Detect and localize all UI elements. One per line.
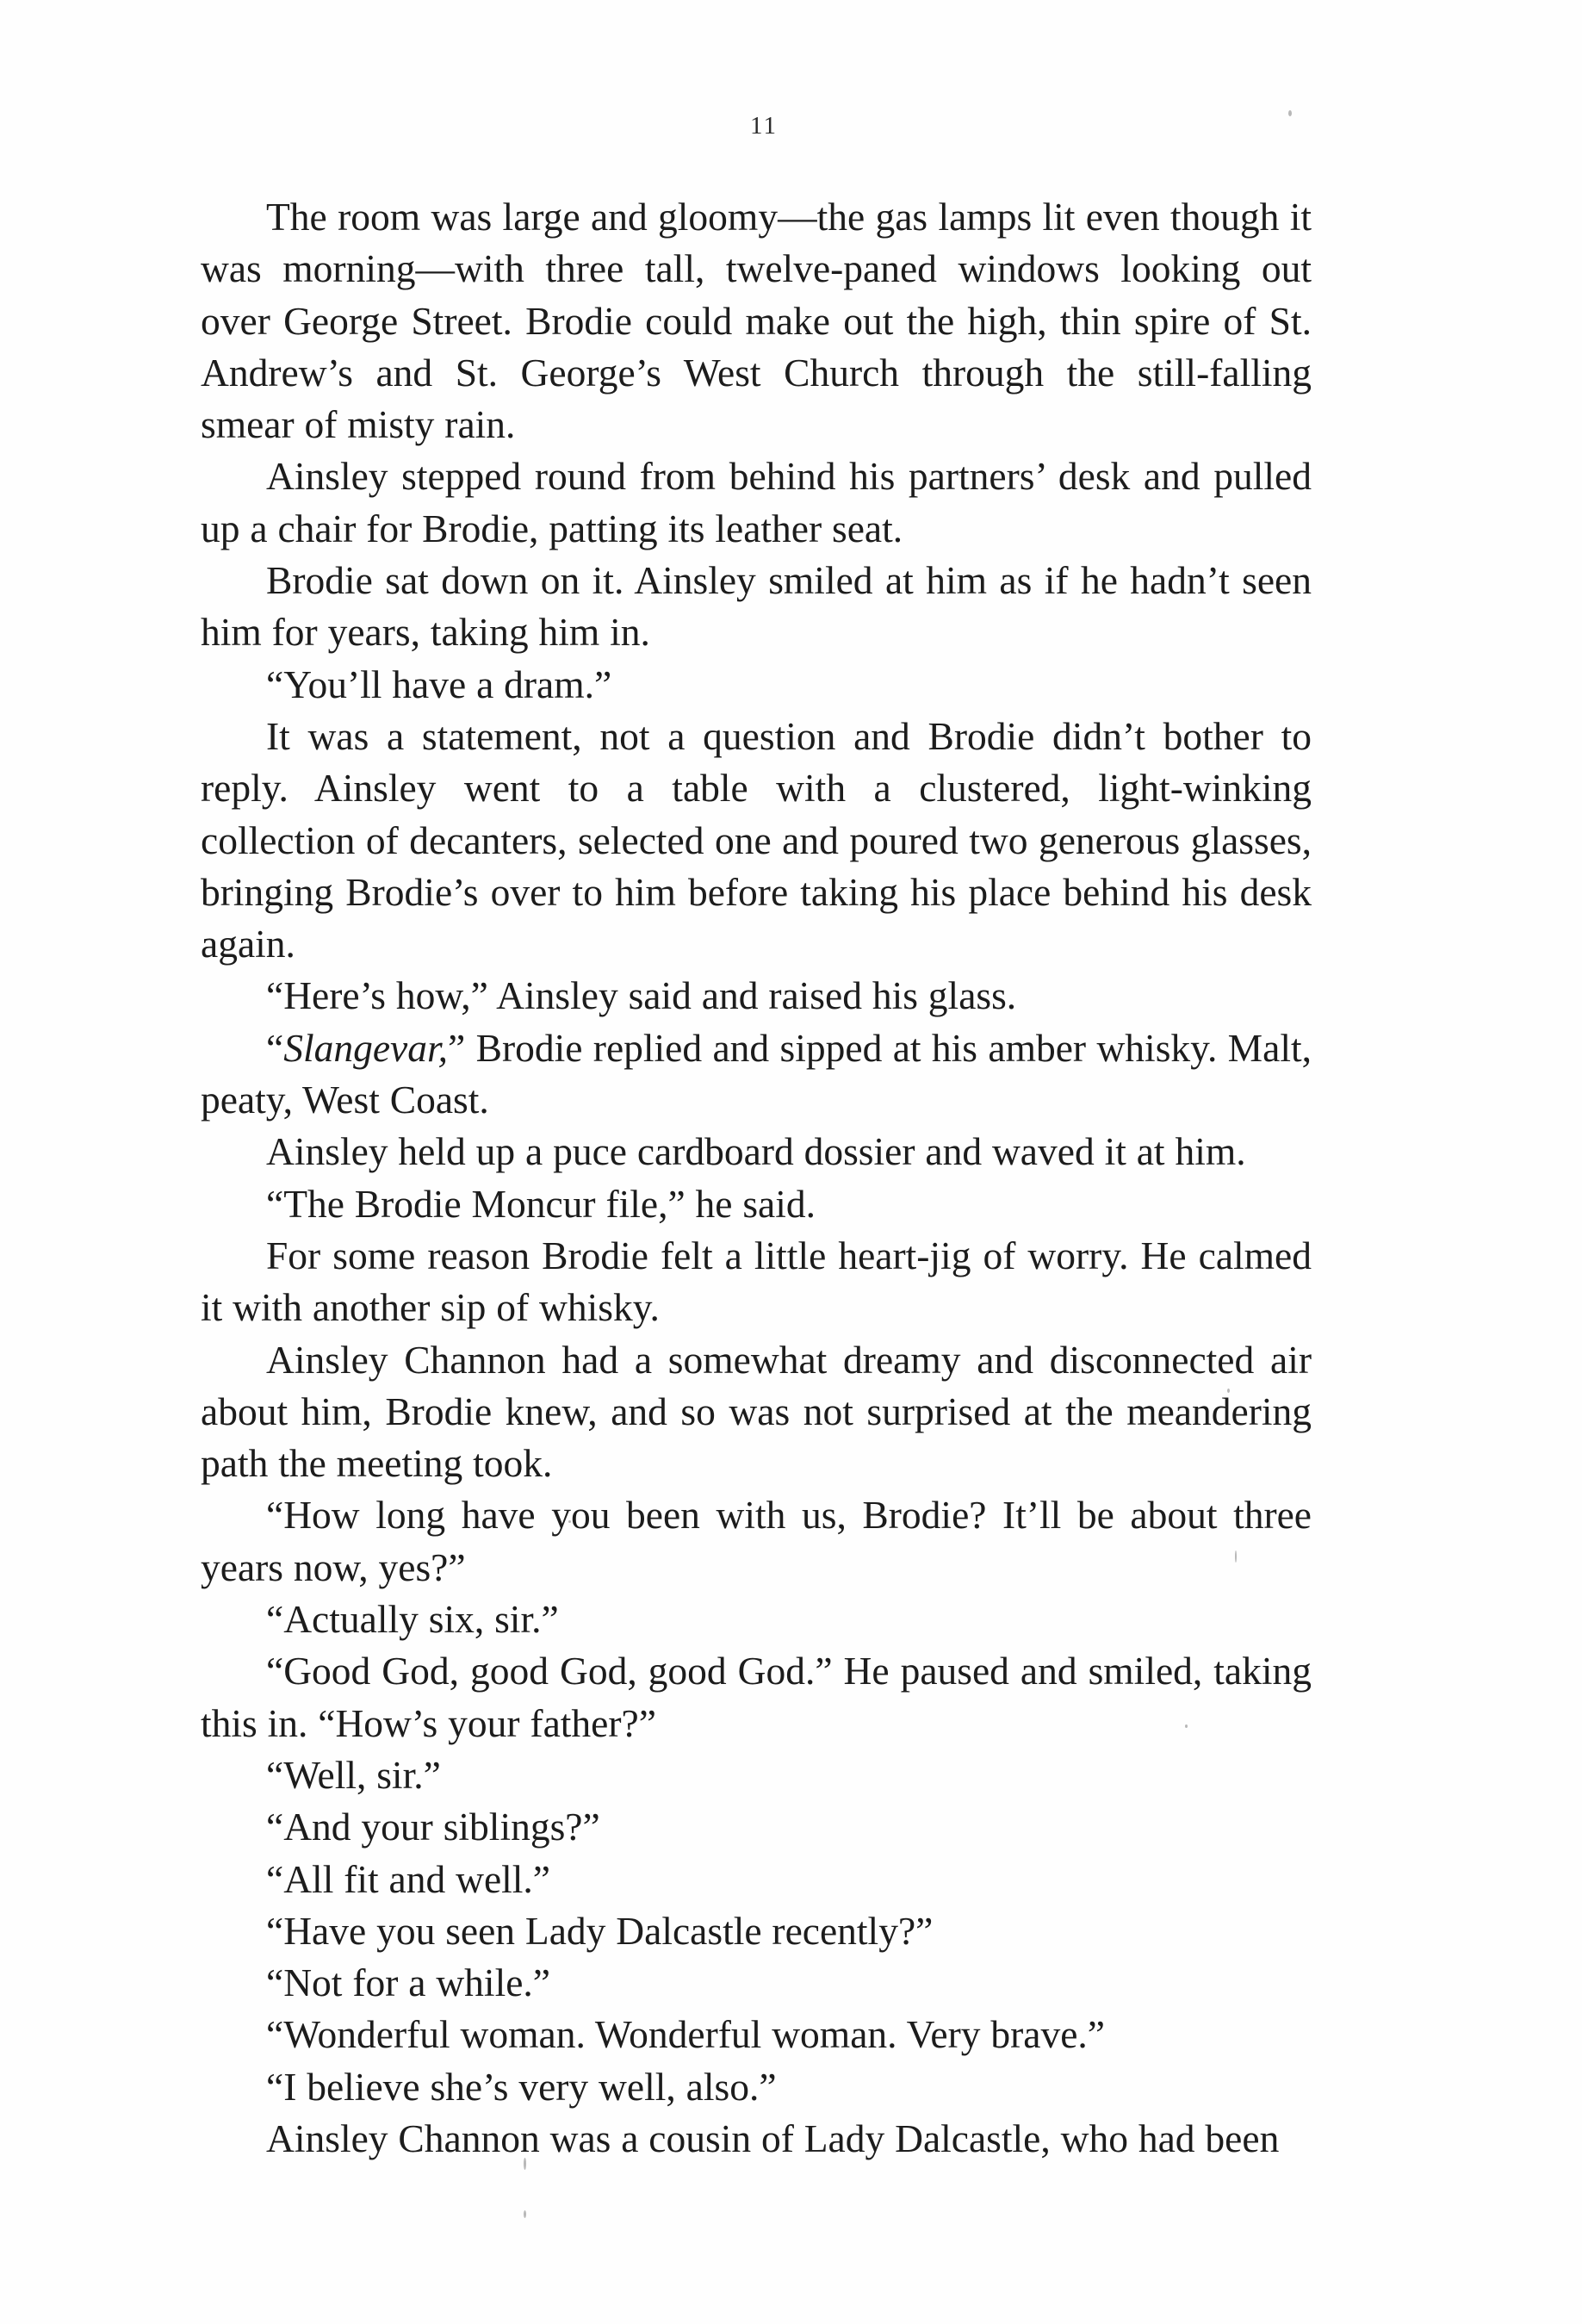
dialogue-line: “And your siblings?” bbox=[266, 1805, 600, 1849]
dialogue-line: “Good God, good God, good God.” He paused and smiled, taking this in. “How’s your father?” bbox=[201, 1649, 1312, 1745]
dialogue-line: “The Brodie Moncur file,” he said. bbox=[266, 1181, 816, 1226]
dialogue-line: “Have you seen Lady Dalcastle recently?” bbox=[266, 1908, 934, 1953]
paragraph: Ainsley Channon was a cousin of Lady Dalcastle, who had been bbox=[266, 2116, 1280, 2160]
body-text bbox=[201, 191, 1312, 2165]
dialogue-line: “I believe she’s very well, also.” bbox=[266, 2064, 777, 2109]
dialogue-line: “How long have you been with us, Brodie? It’ll be about three years now, yes?” bbox=[201, 1493, 1312, 1589]
dialogue-line: “Well, sir.” bbox=[266, 1752, 441, 1797]
dialogue-line: “Here’s how,” Ainsley said and raised his glass. bbox=[266, 973, 1017, 1018]
paragraph: Brodie sat down on it. Ainsley smiled at him as if he hadn’t seen him for years, taking him in. bbox=[201, 558, 1312, 655]
page-number: 11 bbox=[750, 112, 778, 140]
paragraph: Ainsley held up a puce cardboard dossier and waved it at him. bbox=[266, 1129, 1246, 1174]
paragraph: Ainsley Channon had a somewhat dreamy and disconnected air about him, Brodie knew, and so was not surprised at the meandering path the meeting took. bbox=[201, 1337, 1312, 1486]
slangevar-word: Slangevar, bbox=[283, 1025, 449, 1070]
scan-speck bbox=[524, 2210, 526, 2218]
scan-speck bbox=[1288, 110, 1292, 116]
dialogue-line: “Not for a while.” bbox=[266, 1960, 550, 2005]
paragraph: Ainsley stepped round from behind his partners’ desk and pulled up a chair for Brodie, patting its leather seat. bbox=[201, 454, 1312, 550]
dialogue-line: “All fit and well.” bbox=[266, 1856, 550, 1901]
paragraph: It was a statement, not a question and Brodie didn’t bother to reply. Ainsley went to a table with a clustered, light-winking collection of decanters, selected one and poured two generous glasses, bringing Brodie’s over to him before taking his place behind his desk again. bbox=[201, 713, 1312, 966]
dialogue-line: “Actually six, sir.” bbox=[266, 1597, 559, 1642]
dialogue-line-slangevar: “Slangevar,” Brodie replied and sipped at his amber whisky. Malt, peaty, West Coast. bbox=[201, 1025, 1312, 1122]
paragraph: The room was large and gloomy—the gas lamps lit even though it was morning—with three tall, twelve-paned windows looking out over George Street. Brodie could make out the high, thin spire of St. Andrew’s and St. George’s West Church through the still-falling smear of misty rain. bbox=[201, 195, 1312, 447]
dialogue-line: “You’ll have a dram.” bbox=[266, 662, 612, 706]
dialogue-line: “Wonderful woman. Wonderful woman. Very brave.” bbox=[266, 2012, 1105, 2057]
paragraph: For some reason Brodie felt a little heart-jig of worry. He calmed it with another sip of whisky. bbox=[201, 1233, 1312, 1330]
